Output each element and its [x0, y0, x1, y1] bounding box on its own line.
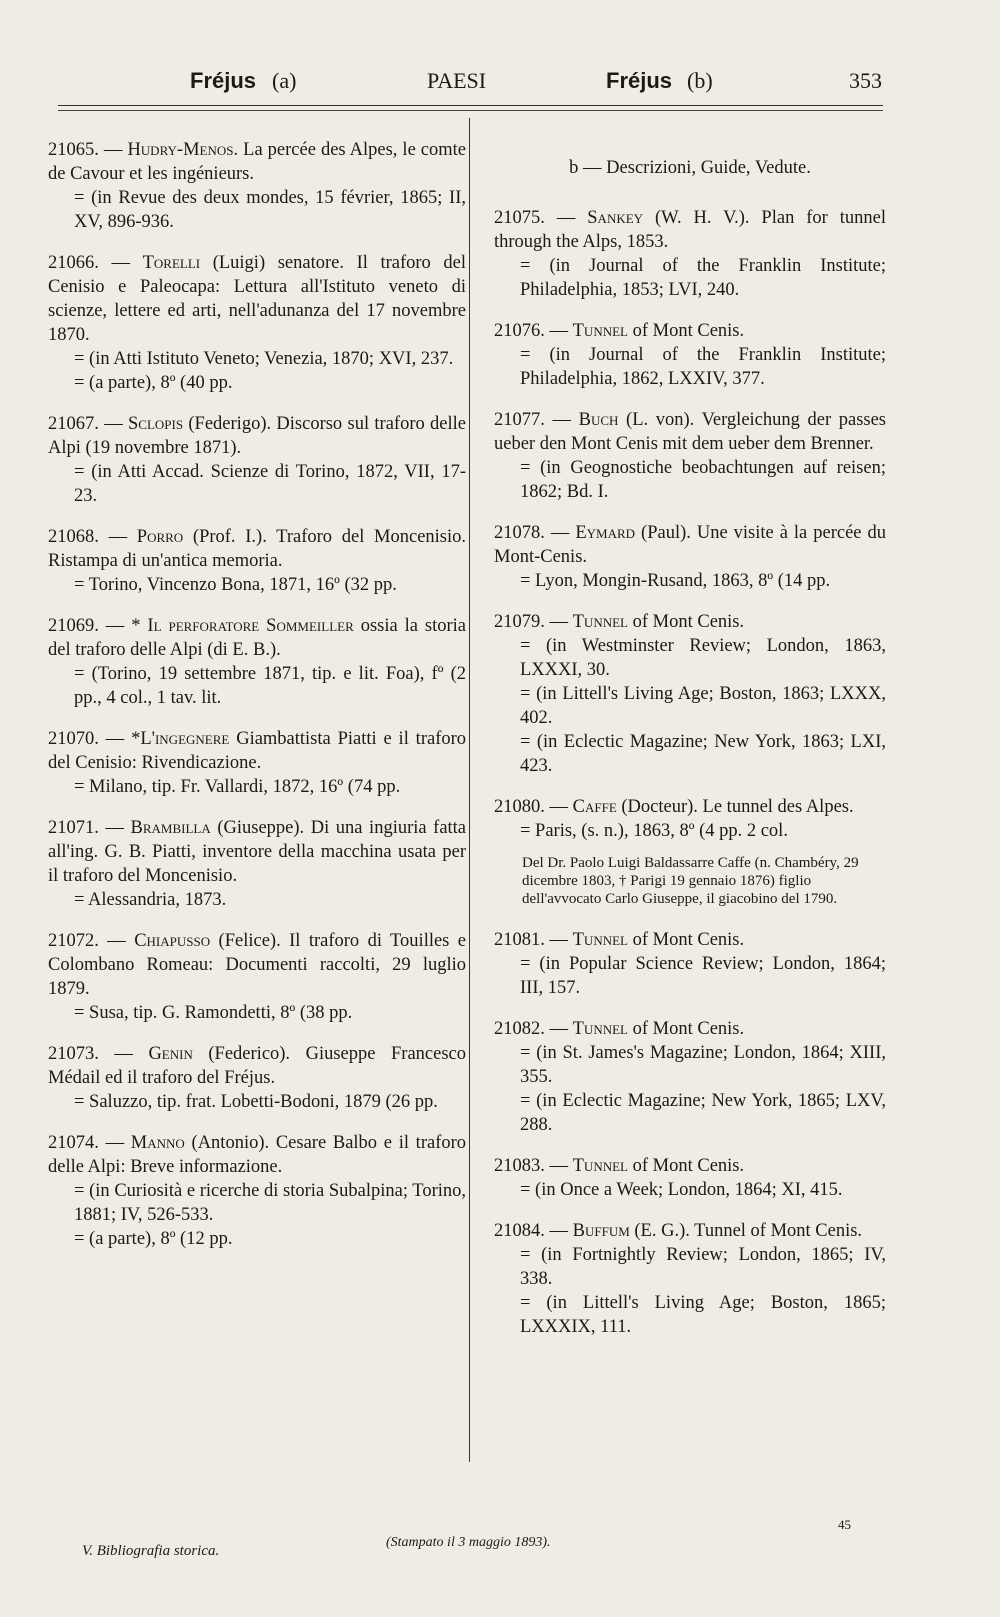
entry-head: 21082. — Tunnel of Mont Cenis. [494, 1019, 745, 1039]
entry-publication: = (in Geognostiche beobachtungen auf reisen; 1862; Bd. I. [520, 458, 886, 502]
entry-head: 21067. — Sclopis (Federigo). Discorso sul traforo delle Alpi (19 novembre 1871). [48, 414, 466, 458]
header-rule [58, 105, 883, 106]
entry-number: 21072. [48, 931, 99, 951]
bib-entry [494, 319, 886, 391]
entry-number: 21083. [494, 1156, 545, 1176]
entry-publication: = Torino, Vincenzo Bona, 1871, 16º (32 pp. [74, 575, 397, 595]
entry-number: 21075. [494, 208, 545, 228]
entry-head: 21072. — Chiapusso (Felice). Il traforo di Touilles e Colombano Romeau: Documenti raccolti, 29 luglio 1879. [48, 931, 467, 999]
bib-entry [48, 816, 466, 912]
column-divider [469, 118, 470, 1462]
header-rule-thin [58, 110, 883, 111]
entry-publication: = Alessandria, 1873. [74, 890, 227, 910]
entry-publication: = (in Curiosità e ricerche di storia Subalpina; Torino, 1881; IV, 526-533. [74, 1181, 466, 1225]
entry-publication: = Saluzzo, tip. frat. Lobetti-Bodoni, 1879 (26 pp. [74, 1092, 438, 1112]
bib-entry [494, 521, 886, 593]
entry-head: 21080. — Caffe (Docteur). Le tunnel des Alpes. [494, 797, 854, 817]
entry-publication: = (in Westminster Review; London, 1863, LXXXI, 30. [520, 636, 886, 680]
entry-head: 21083. — Tunnel of Mont Cenis. [494, 1156, 745, 1176]
section-heading: b — Descrizioni, Guide, Vedute. [569, 158, 811, 178]
entry-publication: = (a parte), 8º (40 pp. [74, 373, 233, 393]
bib-entry [494, 795, 886, 843]
entry-publication: = (in Revue des deux mondes, 15 février, 1865; II, XV, 896-936. [74, 188, 466, 232]
entry-publication: = (in Eclectic Magazine; New York, 1863; LXI, 423. [520, 732, 886, 776]
bib-entry [494, 928, 886, 1000]
entry-publication: = (in Popular Science Review; London, 1864; III, 157. [520, 954, 886, 998]
entry-title: ossia la storia del traforo delle Alpi (di E. B.). [48, 616, 467, 660]
bib-entry [494, 206, 886, 302]
entry-author: Caffe [572, 797, 617, 817]
entry-title: La percée des Alpes, le comte de Cavour et les ingénieurs. [48, 140, 467, 184]
entry-author: Tunnel [572, 321, 628, 341]
entry-title: (Luigi) senatore. Il traforo del Cenisio e Paleocapa: Lettura all'Istituto veneto di scienze, lettere ed arti, nell'adunanza del 17 novembre 1870. [48, 253, 466, 345]
bib-entry [494, 1219, 886, 1339]
bib-entry [48, 614, 466, 710]
entry-author: Tunnel [572, 930, 628, 950]
entry-head: 21066. — Torelli (Luigi) senatore. Il traforo del Cenisio e Paleocapa: Lettura all'Istituto veneto di scienze, lettere ed arti, nell'adunanza del 17 novembre 1870. [48, 253, 466, 345]
entry-author: Porro [136, 527, 184, 547]
entry-publication: = (Torino, 19 settembre 1871, tip. e lit. Foa), fº (2 pp., 4 col., 1 tav. lit. [74, 664, 466, 708]
entry-author: Sankey [587, 208, 644, 228]
entry-publication: = (in Littell's Living Age; Boston, 1865; LXXXIX, 111. [520, 1293, 886, 1337]
entry-head: 21081. — Tunnel of Mont Cenis. [494, 930, 745, 950]
bib-entry [48, 727, 466, 799]
entry-title: (Federico). Giuseppe Francesco Médail ed il traforo del Fréjus. [48, 1044, 466, 1088]
entry-publication: = (in Journal of the Franklin Institute; Philadelphia, 1862, LXXIV, 377. [520, 345, 886, 389]
entry-number: 21074. [48, 1133, 99, 1153]
entry-head: 21071. — Brambilla (Giuseppe). Di una ingiuria fatta all'ing. G. B. Piatti, inventore della macchina usata per il traforo del Moncenisio. [48, 818, 467, 886]
entry-number: 21068. [48, 527, 99, 547]
entry-author: Tunnel [572, 1156, 628, 1176]
bib-entry [494, 1017, 886, 1137]
entry-publication: = (in Once a Week; London, 1864; XI, 415. [520, 1180, 843, 1200]
entry-number: 21079. [494, 612, 545, 632]
entry-publication: = (in Atti Istituto Veneto; Venezia, 1870; XVI, 237. [74, 349, 454, 369]
entry-author: Buch [578, 410, 619, 430]
entry-title: (Paul). Une visite à la percée du Mont-Cenis. [494, 523, 886, 567]
entry-publication: = Susa, tip. G. Ramondetti, 8º (38 pp. [74, 1003, 353, 1023]
footer-print-date: (Stampato il 3 maggio 1893). [386, 1535, 551, 1550]
entry-number: 21077. [494, 410, 545, 430]
entry-author: Manno [130, 1133, 185, 1153]
entry-author: Buffum [572, 1221, 630, 1241]
header-left-title: Fréjus [190, 68, 257, 93]
entry-title: (Antonio). Cesare Balbo e il traforo delle Alpi: Breve informazione. [48, 1133, 467, 1177]
bib-entry [48, 929, 466, 1025]
bib-entry [494, 1154, 886, 1202]
entry-head: 21065. — Hudry-Menos. La percée des Alpes, le comte de Cavour et les ingénieurs. [48, 140, 467, 184]
entry-footnote: Del Dr. Paolo Luigi Baldassarre Caffe (n. Chambéry, 29 dicembre 1803, † Parigi 19 gennaio 1876) figlio dell'avvocato Carlo Giuseppe, il giacobino del 1790. [522, 855, 859, 907]
entry-head: 21068. — Porro (Prof. I.). Traforo del Moncenisio. Ristampa di un'antica memoria. [48, 527, 467, 571]
entry-number: 21071. [48, 818, 99, 838]
entry-head: 21077. — Buch (L. von). Vergleichung der passes ueber den Mont Cenis mit dem ueber dem Brenner. [494, 410, 887, 454]
entry-title: of Mont Cenis. [632, 321, 745, 341]
entry-head: 21084. — Buffum (E. G.). Tunnel of Mont Cenis. [494, 1221, 863, 1241]
entry-head: 21070. — *L'ingegnere Giambattista Piatti e il traforo del Cenisio: Rivendicazione. [48, 729, 467, 773]
footer-signature: 45 [838, 1517, 851, 1532]
entry-number: 21081. [494, 930, 545, 950]
entry-title: (Prof. I.). Traforo del Moncenisio. Ristampa di un'antica memoria. [48, 527, 467, 571]
entry-publication: = (in Eclectic Magazine; New York, 1865; LXV, 288. [520, 1091, 886, 1135]
entry-author: * Il perforatore Sommeiller [131, 616, 354, 636]
bib-entry [48, 251, 466, 395]
entry-publication: = (in Journal of the Franklin Institute; Philadelphia, 1853; LVI, 240. [520, 256, 886, 300]
entry-number: 21065. [48, 140, 99, 160]
entry-head: 21079. — Tunnel of Mont Cenis. [494, 612, 745, 632]
entry-title: (L. von). Vergleichung der passes ueber den Mont Cenis mit dem ueber dem Brenner. [494, 410, 887, 454]
entry-title: Giambattista Piatti e il traforo del Cenisio: Rivendicazione. [48, 729, 467, 773]
entry-publication: = Lyon, Mongin-Rusand, 1863, 8º (14 pp. [520, 571, 831, 591]
entry-title: (Federigo). Discorso sul traforo delle Alpi (19 novembre 1871). [48, 414, 466, 458]
entry-number: 21080. [494, 797, 545, 817]
entry-publication: = (in St. James's Magazine; London, 1864; XIII, 355. [520, 1043, 886, 1087]
entry-number: 21069. [48, 616, 99, 636]
entry-number: 21073. [48, 1044, 99, 1064]
bib-entry [494, 408, 886, 504]
entry-publication: = (a parte), 8º (12 pp. [74, 1229, 233, 1249]
header-right-title: Fréjus [606, 68, 673, 93]
bib-entry [48, 138, 466, 234]
entry-author: Chiapusso [134, 931, 211, 951]
entry-publication: = Paris, (s. n.), 1863, 8º (4 pp. 2 col. [520, 821, 788, 841]
entry-head: 21069. — * Il perforatore Sommeiller ossia la storia del traforo delle Alpi (di E. B.). [48, 616, 467, 660]
right-entries [494, 206, 886, 1339]
header-center: PAESI [427, 68, 487, 93]
bib-entry [48, 525, 466, 597]
left-column [48, 138, 466, 1268]
entry-number: 21078. [494, 523, 545, 543]
entry-author: Eymard [575, 523, 636, 543]
entry-title: (E. G.). Tunnel of Mont Cenis. [634, 1221, 863, 1241]
entry-title: of Mont Cenis. [632, 612, 745, 632]
entry-title: of Mont Cenis. [632, 1156, 745, 1176]
entry-number: 21076. [494, 321, 545, 341]
entry-number: 21070. [48, 729, 99, 749]
entry-author: Torelli [142, 253, 201, 273]
entry-author: Brambilla [130, 818, 211, 838]
right-column [494, 138, 886, 1356]
entry-author: Hudry-Menos. [127, 140, 239, 160]
entry-title: of Mont Cenis. [632, 1019, 745, 1039]
entry-number: 21084. [494, 1221, 545, 1241]
entry-number: 21066. [48, 253, 99, 273]
entry-head: 21074. — Manno (Antonio). Cesare Balbo e il traforo delle Alpi: Breve informazione. [48, 1133, 467, 1177]
entry-author: Sclopis [128, 414, 184, 434]
header-right-suffix: (b) [687, 68, 713, 93]
entry-head: 21073. — Genin (Federico). Giuseppe Francesco Médail ed il traforo del Fréjus. [48, 1044, 466, 1088]
entry-publication: = (in Littell's Living Age; Boston, 1863; LXXX, 402. [520, 684, 886, 728]
bib-entry [48, 412, 466, 508]
page-header [190, 68, 882, 102]
entry-head: 21075. — Sankey (W. H. V.). Plan for tunnel through the Alps, 1853. [494, 208, 887, 252]
entry-publication: = Milano, tip. Fr. Vallardi, 1872, 16º (74 pp. [74, 777, 401, 797]
entry-publication: = (in Fortnightly Review; London, 1865; IV, 338. [520, 1245, 886, 1289]
bib-entry [48, 1042, 466, 1114]
page-number: 353 [849, 68, 882, 93]
entry-number: 21082. [494, 1019, 545, 1039]
entry-title: of Mont Cenis. [632, 930, 745, 950]
entry-author: Genin [148, 1044, 193, 1064]
bib-entry [494, 610, 886, 778]
entry-author: *L'ingegnere [131, 729, 230, 749]
entry-head: 21076. — Tunnel of Mont Cenis. [494, 321, 745, 341]
entry-publication: = (in Atti Accad. Scienze di Torino, 1872, VII, 17-23. [74, 462, 466, 506]
entry-title: (Giuseppe). Di una ingiuria fatta all'ing. G. B. Piatti, inventore della macchina usata per il traforo del Moncenisio. [48, 818, 467, 886]
footer-series: V. Bibliografia storica. [82, 1543, 220, 1559]
header-left-suffix: (a) [272, 68, 297, 93]
entry-head: 21078. — Eymard (Paul). Une visite à la percée du Mont-Cenis. [494, 523, 886, 567]
entry-title: (W. H. V.). Plan for tunnel through the Alps, 1853. [494, 208, 887, 252]
entry-title: (Felice). Il traforo di Touilles e Colombano Romeau: Documenti raccolti, 29 luglio 1879. [48, 931, 467, 999]
entry-author: Tunnel [572, 612, 628, 632]
entry-number: 21067. [48, 414, 99, 434]
entry-title: (Docteur). Le tunnel des Alpes. [621, 797, 854, 817]
entry-author: Tunnel [572, 1019, 628, 1039]
bib-entry [48, 1131, 466, 1251]
